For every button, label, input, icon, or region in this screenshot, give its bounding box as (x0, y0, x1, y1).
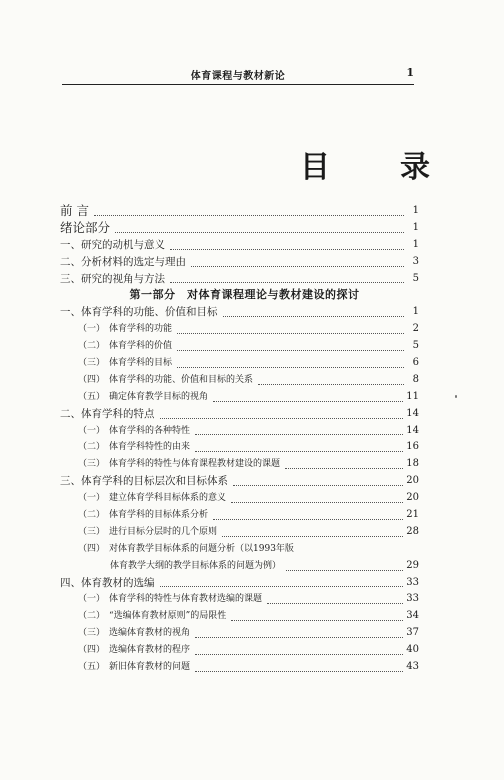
dot-leader (286, 569, 403, 571)
dot-leader (160, 417, 404, 419)
dot-leader (195, 450, 403, 452)
toc-entry-label: 体育学科的价值 (109, 341, 173, 352)
toc-entry-label: 二、分析材料的选定与理由 (60, 255, 186, 268)
dot-leader (258, 383, 404, 385)
toc-entry (60, 659, 419, 676)
toc-entry (60, 507, 419, 524)
dot-leader (195, 636, 403, 638)
dot-leader (94, 214, 404, 216)
toc-entry-page: 14 (406, 424, 419, 436)
toc-entry (60, 575, 419, 592)
toc-entry-page: 6 (412, 357, 419, 368)
toc-entry-number: （一） (78, 425, 106, 436)
toc-entry (60, 237, 419, 254)
toc-heading-char-2: 录 (400, 150, 430, 185)
toc-entry-label: 选编体育教材的视角 (109, 628, 191, 639)
dot-leader (195, 670, 403, 672)
dot-leader (170, 248, 404, 250)
toc-entry-number: （一） (78, 493, 106, 504)
toc-entry-page: 5 (412, 272, 419, 284)
toc-entry (60, 473, 419, 490)
toc-entry (60, 389, 419, 406)
toc-entry-label: 体育学科的特性与体育教材选编的课题 (109, 594, 263, 605)
dot-leader (213, 518, 403, 520)
dot-leader (170, 281, 404, 283)
toc-entry-page: 5 (412, 340, 419, 352)
dot-leader (191, 265, 404, 267)
toc-entry-number: （五） (78, 662, 106, 673)
toc-entry-number: （四） (78, 543, 106, 554)
toc-entry (60, 642, 419, 659)
dot-leader (267, 602, 403, 604)
toc-entry (60, 372, 419, 389)
toc-entry-label: 体育学科的功能 (109, 324, 173, 335)
toc-entry-label: 对体育教学目标体系的问题分析（以1993年版 (109, 543, 294, 554)
toc-entry (60, 541, 419, 558)
toc-entry (60, 625, 419, 642)
dot-leader (195, 653, 403, 655)
toc-entry-label: 二、体育学科的特点 (60, 407, 155, 420)
toc-entry-page: 43 (406, 661, 419, 673)
toc-entry-page: 29 (406, 559, 419, 571)
table-of-contents (60, 203, 419, 676)
toc-entry-label: 三、体育学科的目标层次和目标体系 (60, 475, 228, 488)
dot-leader (195, 433, 403, 435)
toc-entry-label: 绪论部分 (60, 219, 111, 235)
dot-leader (222, 535, 403, 537)
toc-entry-label: 体育学科的目标体系分析 (109, 510, 209, 521)
toc-entry-page: 3 (412, 255, 419, 267)
toc-entry-number: （一） (78, 594, 106, 605)
toc-entry-label: 体育教学大纲的教学目标体系的问题为例） (110, 560, 282, 571)
toc-entry-label: 四、体育教材的选编 (60, 576, 155, 589)
toc-entry-number: （二） (78, 611, 106, 622)
toc-entry-label: 进行目标分层时的几个原则 (109, 526, 218, 537)
toc-entry-label: 建立体育学科目标体系的意义 (109, 493, 227, 504)
toc-entry (60, 321, 419, 338)
toc-entry-label: 体育学科的各种特性 (109, 425, 191, 436)
toc-entry (60, 423, 419, 440)
dot-leader (213, 400, 403, 402)
toc-entry-number: （四） (78, 645, 106, 656)
toc-entry-page: 18 (406, 458, 419, 470)
toc-entry-number: （四） (78, 374, 106, 385)
running-header-title: 体育课程与教材新论 (190, 71, 286, 82)
toc-entry-label: 前 言 (60, 202, 89, 218)
scan-speck (455, 395, 457, 398)
toc-entry (60, 490, 419, 507)
toc-entry (60, 287, 419, 304)
toc-entry-label: 体育学科的特性与体育课程教材建设的课题 (109, 459, 281, 470)
toc-entry-page: 21 (406, 509, 419, 521)
toc-entry-number: （五） (78, 391, 106, 402)
dot-leader (223, 315, 405, 317)
toc-entry-label: 体育学科特性的由来 (109, 442, 191, 453)
toc-entry-label: “选编体育教材原则”的局限性 (109, 611, 227, 622)
toc-entry (60, 456, 419, 473)
toc-entry-page: 34 (406, 610, 419, 622)
toc-entry-page: 1 (412, 238, 419, 250)
toc-entry-label: 一、体育学科的功能、价值和目标 (60, 306, 218, 319)
toc-entry-label: 确定体育教学目标的视角 (109, 391, 209, 402)
toc-entry (60, 608, 419, 625)
toc-entry (60, 254, 419, 271)
toc-entry-number: （二） (78, 442, 106, 453)
dot-leader (160, 585, 404, 587)
toc-entry-page: 1 (412, 221, 419, 233)
dot-leader (177, 349, 404, 351)
toc-entry-label: 三、研究的视角与方法 (60, 272, 165, 285)
toc-entry (60, 439, 419, 456)
toc-entry-page: 20 (406, 475, 419, 487)
toc-entry (60, 558, 419, 575)
toc-entry-number: （二） (78, 341, 106, 352)
dot-leader (177, 332, 404, 334)
toc-entry-number: （三） (78, 459, 106, 470)
toc-entry (60, 591, 419, 608)
toc-entry-page: 20 (406, 492, 419, 504)
running-header (62, 64, 414, 85)
toc-entry-number: （三） (78, 526, 106, 537)
toc-entry-page: 37 (406, 627, 419, 639)
toc-entry-label: 体育学科的目标 (109, 358, 173, 368)
toc-entry-number: （一） (78, 324, 106, 335)
toc-entry (60, 524, 419, 541)
toc-entry (60, 271, 419, 288)
dot-leader (115, 231, 404, 233)
toc-entry-page: 28 (406, 525, 419, 537)
toc-entry-label: 新旧体育教材的问题 (109, 662, 191, 673)
toc-entry-page: 33 (406, 576, 419, 588)
toc-entry (60, 338, 419, 355)
part-heading: 第一部分 对体育课程理论与教材建设的探讨 (129, 288, 360, 302)
toc-entry-number: （三） (78, 628, 106, 639)
toc-entry-page: 1 (412, 306, 419, 318)
toc-entry-label: 选编体育教材的程序 (109, 645, 191, 656)
toc-entry (60, 355, 419, 372)
toc-entry-page: 16 (406, 441, 419, 453)
toc-entry-page: 14 (406, 407, 419, 419)
toc-entry-label: 一、研究的动机与意义 (60, 238, 165, 251)
toc-heading (300, 142, 430, 186)
toc-entry (60, 220, 419, 237)
toc-entry (60, 304, 419, 321)
page-number: 1 (406, 66, 414, 79)
toc-entry (60, 406, 419, 423)
toc-entry-page: 1 (412, 204, 419, 216)
toc-entry-page: 11 (406, 390, 419, 402)
dot-leader (177, 366, 404, 368)
toc-entry-number: （二） (78, 510, 106, 521)
toc-entry-page: 8 (412, 373, 419, 385)
toc-entry-number: （三） (78, 358, 106, 368)
toc-entry-page: 40 (406, 644, 419, 656)
dot-leader (233, 484, 403, 486)
dot-leader (231, 501, 403, 503)
toc-entry-page: 2 (412, 323, 419, 335)
toc-entry-label: 体育学科的功能、价值和目标的关系 (109, 374, 254, 385)
dot-leader (231, 619, 403, 621)
toc-entry-page: 33 (406, 593, 419, 605)
toc-entry (60, 203, 419, 220)
toc-heading-char-1: 目 (300, 150, 330, 185)
dot-leader (285, 467, 403, 469)
